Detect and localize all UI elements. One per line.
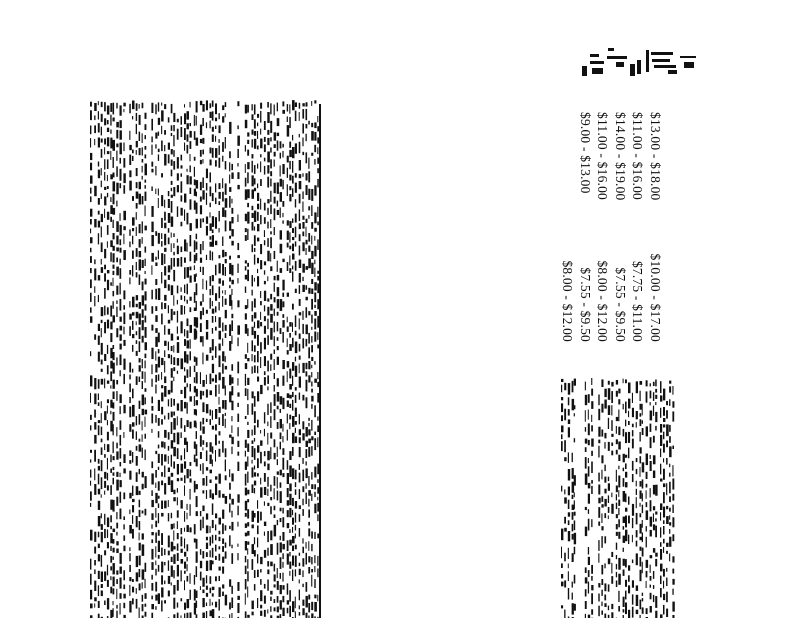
wage-range-a-5: $9.00 - $13.00 [578, 112, 593, 194]
wage-range-column-b [559, 238, 664, 342]
column-header-logo [580, 42, 700, 82]
wage-range-b-5: $7.55 - $9.50 [578, 267, 593, 342]
wage-range-a-1: $13.00 - $18.00 [648, 112, 663, 201]
wage-range-a-4: $11.00 - $16.00 [595, 112, 611, 200]
illegible-scanned-text-right [560, 378, 676, 618]
wage-range-b-4: $8.00 - $12.00 [595, 260, 611, 342]
wage-range-column-a [577, 112, 665, 201]
wage-range-b-1: $10.00 - $17.00 [648, 253, 663, 342]
wage-range-a-3: $14.00 - $19.00 [613, 112, 628, 201]
wage-range-b-3: $7.55 - $9.50 [613, 267, 628, 342]
wage-range-a-2: $11.00 - $16.00 [630, 112, 646, 200]
wage-range-b-6: $8.00 - $12.00 [560, 260, 576, 342]
wage-range-b-2: $7.75 - $11.00 [630, 260, 646, 342]
vertical-rule [318, 104, 322, 618]
illegible-scanned-text-left [90, 100, 330, 618]
